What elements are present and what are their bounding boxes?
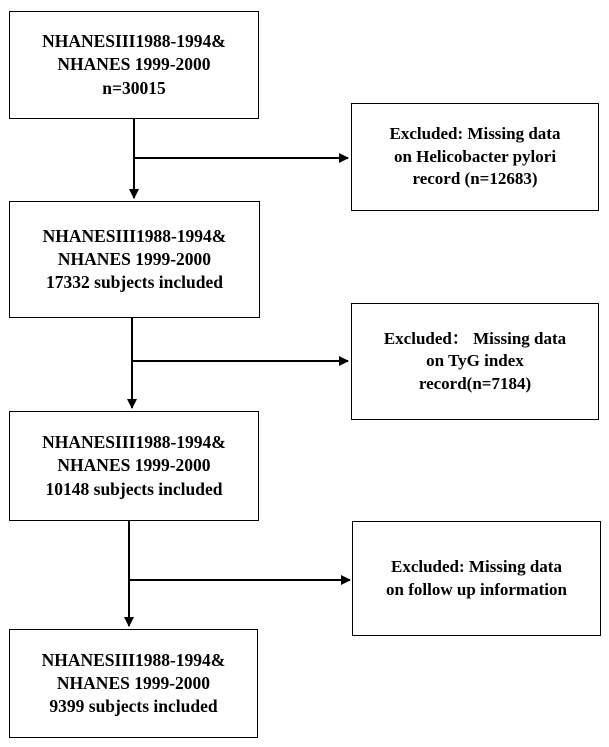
box-initial-line-2: NHANES 1999-2000: [57, 54, 211, 75]
box-excluded-tyg: [351, 303, 599, 420]
excl-followup-line-1: Excluded: Missing data: [391, 557, 562, 577]
box-final-cohort: [9, 629, 258, 738]
box-excluded-follow-up: [352, 521, 601, 636]
box-initial-line-3: n=30015: [102, 77, 166, 98]
excl-hp-line-1: Excluded: Missing data: [389, 124, 561, 144]
box-initial-line-1: NHANESIII1988-1994&: [42, 31, 226, 52]
box-hp-line-2: NHANES 1999-2000: [57, 248, 212, 269]
box-after-tyg-exclusion: [9, 411, 259, 521]
excl-tyg-line-3: record(n=7184): [418, 373, 532, 393]
excl-tyg-line-2: on TyG index: [426, 351, 524, 371]
box-final-line-2: NHANES 1999-2000: [56, 672, 211, 693]
box-initial-cohort: [9, 11, 259, 119]
excl-followup-line-2: on follow up information: [386, 579, 567, 599]
box-tyg-line-1: NHANESIII1988-1994&: [42, 432, 226, 453]
box-final-line-3: 9399 subjects included: [49, 696, 218, 717]
box-tyg-line-2: NHANES 1999-2000: [57, 455, 211, 476]
excl-tyg-line-1: Excluded： Missing data: [383, 328, 567, 348]
box-hp-line-1: NHANESIII1988-1994&: [42, 225, 227, 246]
box-hp-line-3: 17332 subjects included: [46, 272, 223, 293]
excl-hp-line-2: on Helicobacter pylori: [393, 146, 557, 166]
box-tyg-line-3: 10148 subjects included: [45, 478, 223, 499]
box-after-hp-exclusion: [9, 201, 260, 318]
box-final-line-1: NHANESIII1988-1994&: [41, 649, 226, 670]
box-excluded-helicobacter: [351, 103, 599, 211]
excl-hp-line-3: record (n=12683): [412, 169, 538, 189]
